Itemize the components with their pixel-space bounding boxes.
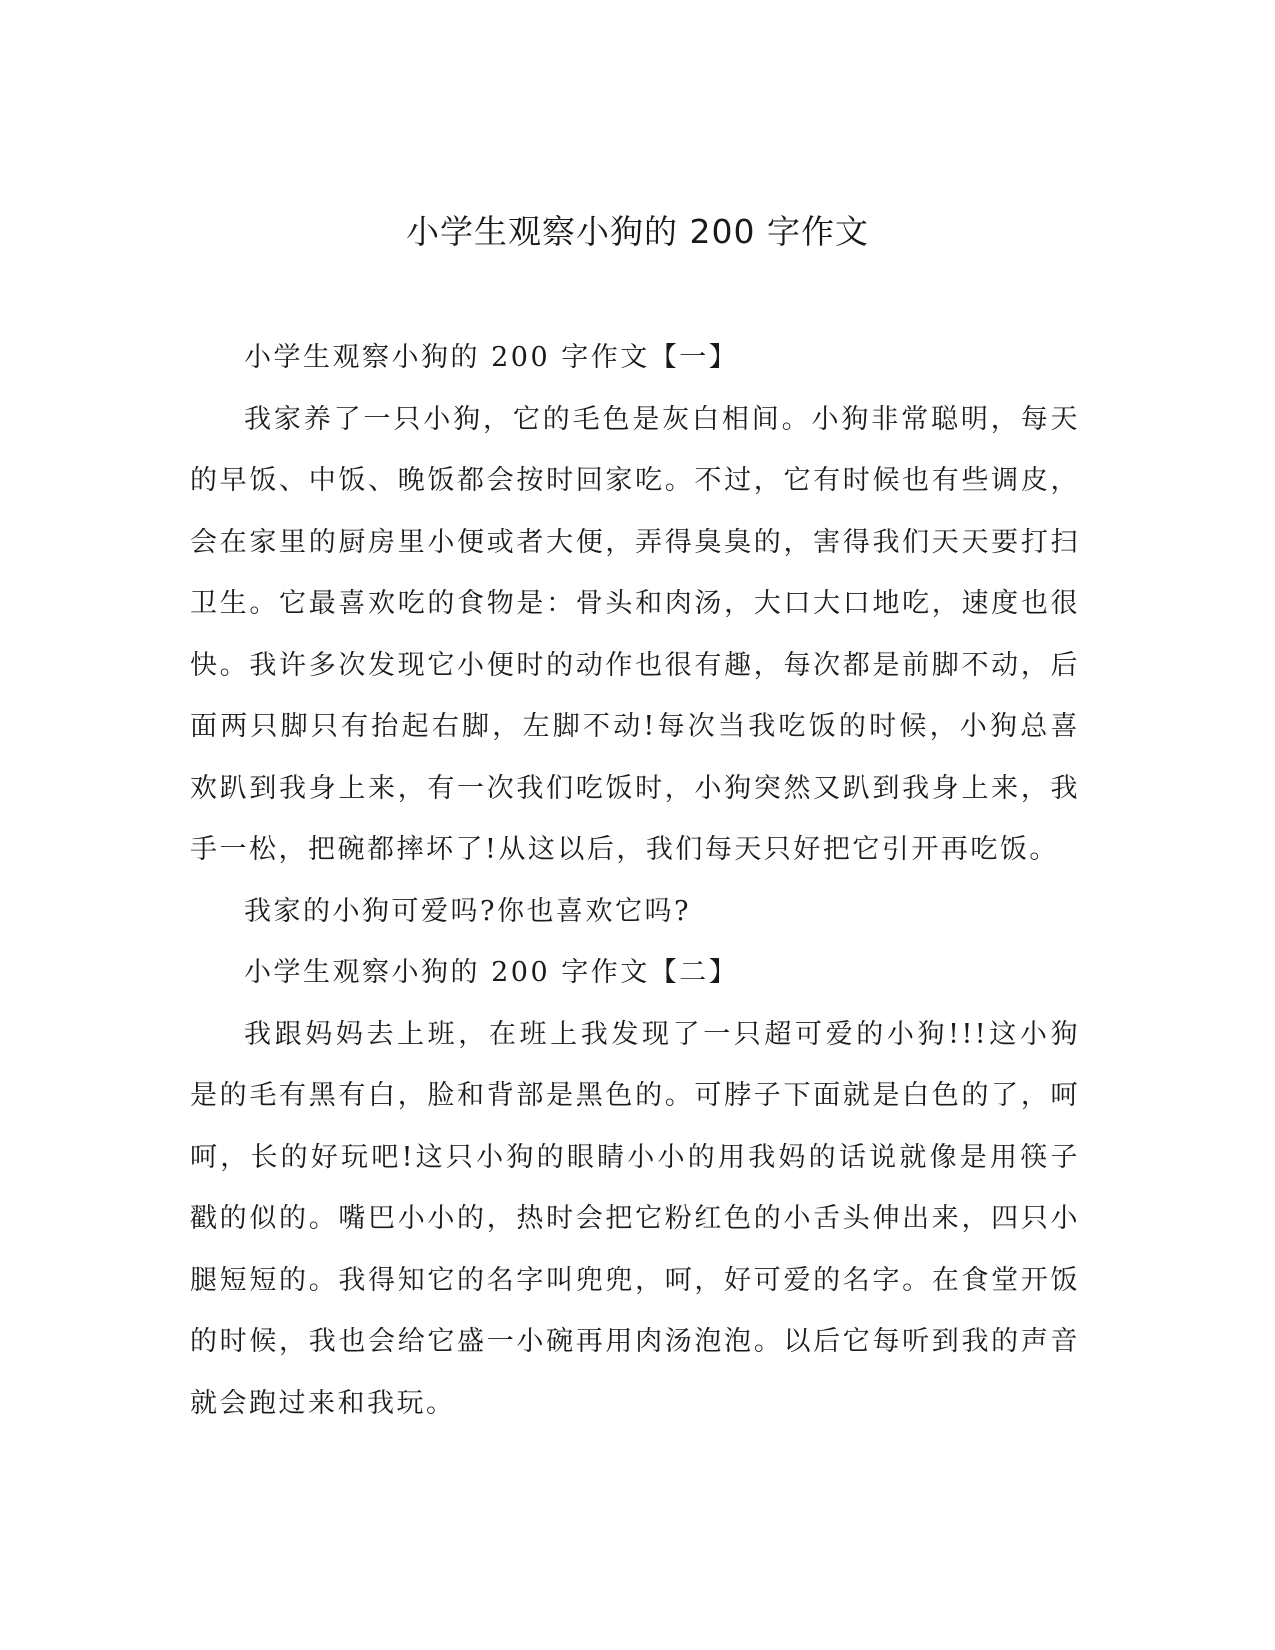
document-body — [190, 327, 1080, 1434]
paragraph: 我家的小狗可爱吗?你也喜欢它吗? — [244, 895, 691, 927]
paragraph: 我跟妈妈去上班，在班上我发现了一只超可爱的小狗!!!这小狗是的毛有黑有白，脸和背部是黑色的。可脖子下面就是白色的了，呵呵，长的好玩吧!这只小狗的眼睛小小的用我妈的话说就像是用筷子戳的似的。嘴巴小小的，热时会把它粉红色的小舌头伸出来，四只小腿短短的。我得知它的名字叫兜兜，呵，好可爱的名字。在食堂开饭的时候，我也会给它盛一小碗再用肉汤泡泡。以后它每听到我的声音就会跑过来和我玩。 — [190, 1018, 1080, 1419]
document-title: 小学生观察小狗的 200 字作文 — [406, 212, 869, 251]
section-heading-two: 小学生观察小狗的 200 字作文【二】 — [244, 957, 739, 988]
section-heading-one: 小学生观察小狗的 200 字作文【一】 — [244, 342, 739, 373]
paragraph: 我家养了一只小狗，它的毛色是灰白相间。小狗非常聪明，每天的早饭、中饭、晚饭都会按时回家吃。不过，它有时候也有些调皮，会在家里的厨房里小便或者大便，弄得臭臭的，害得我们天天要打扫卫生。它最喜欢吃的食物是：骨头和肉汤，大口大口地吃，速度也很快。我许多次发现它小便时的动作也很有趣，每次都是前脚不动，后面两只脚只有抬起右脚，左脚不动!每次当我吃饭的时候，小狗总喜欢趴到我身上来，有一次我们吃饭时，小狗突然又趴到我身上来，我手一松，把碗都摔坏了!从这以后，我们每天只好把它引开再吃饭。 — [190, 403, 1080, 865]
